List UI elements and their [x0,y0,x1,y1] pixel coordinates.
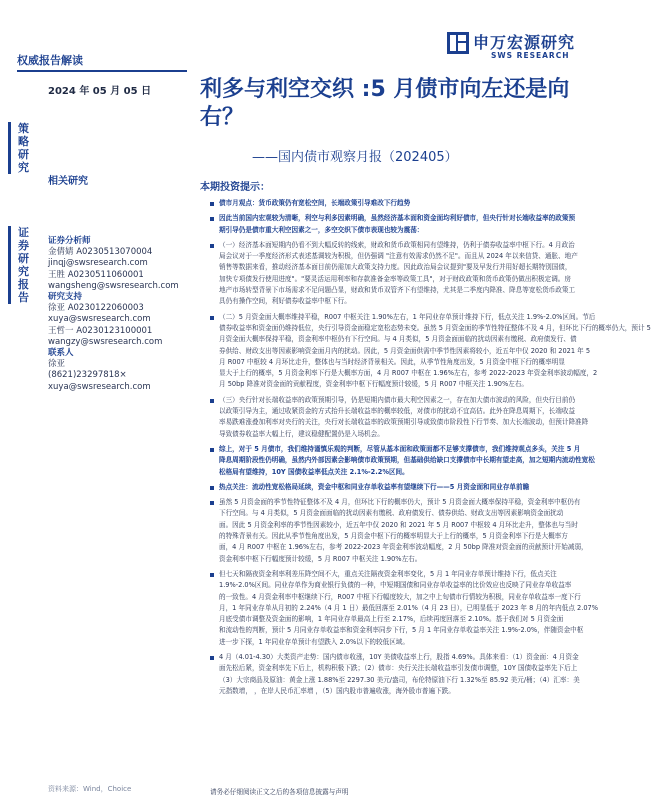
logo-chinese: 申万宏源研究 [473,33,576,52]
paragraph-line: 月资金面大概率保持平稳，资金利率中枢仍有下行空间。与 4 月类似，5 月资金面面临的扰动因素有缴税、政府债发行、债 [219,335,577,344]
assistant-email-link[interactable]: xuya@swsresearch.com [48,314,151,325]
paragraph-line: 局会议对于一季度经济形式表述基调较为积极，但仍强调 "注意有效需求仍然不足"。而且从 2024 年以来信贷、通胀、地产 [219,252,578,261]
bullet-paragraph [210,497,600,565]
paragraph-line: 1.9%-2.0%区间。同业存单作为商业银行负债的一种，中短期国债和同业存单收益率的比价效应也反映了同业存单收益率 [219,581,572,590]
paragraph-line: 面。因此 5 月资金利率的季节性因素较小，近五年中仅 2020 和 2021 年 5 月 R007 中枢较 4 月环比走升，整体也与当时 [219,520,578,529]
paragraph-line: （3）大宗商品及原油：黄金上涨 1.88%至 2297.30 美元/盎司，布伦特原油下行 1.32%至 85.92 美元/桶；（4）汇率：美 [219,675,580,684]
sidebar-char: 证 [18,226,29,239]
paragraph-line: 进一步下探，1 年同业存单预计有望跌入 2.0%以下的较低区域。 [219,637,409,646]
paragraph-line: 资金利率中枢下行幅度预计较缓，5 月 R007 中枢关注 1.90%左右。 [219,554,422,563]
analyst-line: 金倩婧 A0230513070004 [48,247,153,258]
sidebar-char: 报 [18,278,29,291]
report-title: 利多与利空交织 :5 月债市向左还是向右？ [200,77,570,130]
paragraph-line: 面，4 月 R007 中枢在 1.96%左右，参考 2022-2023 年资金利率波动幅度，2 月 50bp 降准对资金面的贡献预计开始减弱， [219,543,588,552]
analyst-email-link[interactable]: wangsheng@swsresearch.com [48,280,179,291]
report-body [210,198,651,800]
sidebar-char: 究 [18,161,29,174]
paragraph-line: （二）5 月资金面大概率维持平稳，R007 中枢关注 1.90%左右，1 年同业存单预计维持下行，低点关注 1.9%-2.0%区间。节后 [219,312,596,321]
disclaimer-footer: 请务必仔细阅读正文之后的各项信息披露与声明 [210,788,349,796]
bullet-paragraph [210,482,600,493]
paragraph-line: （三）央行针对长端收益率的政策预期引导，仍是短期内债市最大利空因素之一，存在加大债市波动的风险，但央行目前仍 [219,395,576,404]
paragraph-line: 的特殊背景有关。因此从季节性角度出发，5 月资金中枢下行的概率明显大于上行的概率，5 月资金利率下行是大概率方 [219,532,568,541]
paragraph-line: 下行空间。与 4 月类似，5 月资金面面临的扰动因素有缴税、政府债发行、债券供给、财政支出等因素影响资金面扰动 [219,509,564,518]
paragraph-line: 地产市场转型背景下市场需求不足问题凸显，财政和货币双管齐下有望维持，尤其是二季度内降准、降息等宽松货币政策工 [219,286,576,295]
analyst-email-link[interactable]: jinqj@swsresearch.com [48,258,148,269]
source-note: 资料来源：Wind，Choice [48,785,132,793]
report-category: 权威报告解读 [17,54,83,67]
bullet-paragraph [210,213,600,236]
sidebar-char: 略 [18,135,29,148]
header-divider [17,70,187,72]
sidebar-char: 研 [18,252,29,265]
investment-tips-heading: 本期投资提示： [200,182,270,193]
paragraph-line: 债市月观点：货币政策仍有宽松空间，长端政策引导难改下行趋势 [219,199,411,207]
sws-logo [447,30,587,66]
analyst-section-title: 证券分析师 [48,236,91,246]
paragraph-line: 债券收益率和资金面仍维持低位，央行引导资金面稳定宽松态势未变。虽然 5 月资金面的季节性特征整体不及 4 月，但环比下行的概率仍大，预计 5 [219,323,651,332]
paragraph-line: 降息周期阶段性仍明确，虽然内外部因素会影响债市政策预期，但基础供给缺口支撑债市中长期有望走高，加之短期内流动性宽松 [219,456,595,465]
paragraph-line: 销售等数据来看，推动经济基本面目前仍需加大政策支持力度。因此政治局会议提到"要及早发行并用好超长期特别国债， [219,263,572,272]
bullet-paragraph [210,652,600,697]
paragraph-line: 月 50bp 降准对资金面的贡献程度，资金利率中枢下行幅度预计较缓，5 月 R007 中枢关注 1.90%左右。 [219,380,529,389]
paragraph-line: 导致债券收益率大幅上行，建议稳健配置仍是入场机会。 [219,429,384,438]
logo-english: SWS RESEARCH [491,51,570,60]
assistant-email-link[interactable]: wangzy@swsresearch.com [48,336,163,347]
paragraph-line: 综上，对于 5 月债市，我们维持谨慎乐观的判断，尽管从基本面和政策面都不足够支撑债市，我们维持观点多头，关注 5 月 [219,444,581,453]
sidebar-char: 究 [18,265,29,278]
bullet-paragraph [210,198,600,209]
paragraph-line: 4 月（4.01-4.30）大类资产走势：国内债市收涨，10Y 美债收益率上行，股指 4.69%。具体来看：（1）资金面：4 月资金 [219,652,579,661]
bullet-paragraph [210,312,651,391]
paragraph-line: 的一致性。4 月资金利率中枢继续下行，R007 中枢下行幅度较大，加之中上旬债市行情较为积极，同业存单收益率一度下行 [219,592,581,601]
assistant-line: 徐亚 A0230122060003 [48,303,144,314]
related-research-title: 相关研究 [48,176,88,187]
sidebar-char: 券 [18,239,29,252]
sidebar-char: 策 [18,122,29,135]
paragraph-line: 元指数增， ，在岸人民币汇率增 ，（5）国内股市普遍收涨，海外股市普遍下跌。 [219,686,455,695]
paragraph-line: 松格局有望维持，10Y 国债收益率低点关注 2.1%-2.2%区间。 [219,467,409,476]
assistant-section-title: 研究支持 [48,292,83,303]
contact-phone: (8621)23297818× [48,370,127,381]
paragraph-line: 期引导仍是债市重大利空因素之一，多空交织下债市表现也较为震荡： [219,225,424,234]
sidebar-tag-securities [18,226,32,304]
paragraph-line: 券供给、财政支出等因素影响资金面月内的扰动。因此，5 月资金面供需中季节性因素将较小，近五年中仅 2020 和 2021 年 5 [219,346,591,355]
sidebar-accent-bar [8,122,11,174]
analyst-line: 王胜 A0230511060001 [48,269,144,280]
paragraph-line: 面先松后紧，资金利率先下后上，机构积极下跌；（2）债市：央行关注长端收益率引发债市调整，10Y 国债收益率先下后上 [219,664,578,673]
contact-line: 徐亚 [48,359,66,370]
paragraph-line: 月，1 年同业存单从月初的 2.24%（4 月 1 日）最低回落至 2.01%（4 月 23 日），已明显低于 2023 年 8 月的年内低点 2.07% [219,603,598,612]
contact-section-title: 联系人 [48,348,74,359]
bullet-paragraph [210,240,600,308]
sidebar-tag-strategy [18,122,32,174]
bullet-paragraph [210,444,600,478]
paragraph-line: 加快专项债发行使用进度"。"要灵活运用利率和存款准备金率等政策工具"，对于财政政策和货币政策仍做出积极定调。房 [219,274,571,283]
sidebar-char: 告 [18,291,29,304]
contact-email-link[interactable]: xuya@swsresearch.com [48,381,151,392]
paragraph-line: 具仍有操作空间，利好债券收益率中枢下行。 [219,297,351,306]
paragraph-line: 月底受债市调整及资金面的影响，1 年同业存单最高上行至 2.17%，后续再度回落至 2.10%。基于我们对 5 月资金面 [219,615,564,624]
sidebar-accent-bar [8,226,11,304]
report-subtitle: ——国内债市观察月报（202405） [252,150,458,165]
assistant-line: 王哲一 A0230123100001 [48,325,153,336]
paragraph-line: 但七天和隔夜资金利率利差压降空间不大，重点关注隔夜资金利率变化，5 月 1 年同业存单预计维持下行，低点关注 [219,569,557,578]
contact-block [48,236,198,393]
paragraph-line: 率易跌难涨叠加利率对央行的关注，央行对长端收益率的政策预期引导或致债市阶段性下行节奏、加大长端波动，但预计降准降 [219,418,589,427]
bullet-paragraph [210,395,600,440]
sws-logo-icon [447,32,469,54]
paragraph-line: 以政策引导为主，通过收紧资金的方式抬升长端收益率的概率较低，对债市的扰动不宜高估。此外在降息周期下，长端收益 [219,407,576,416]
report-date: 2024 年 05 月 05 日 [48,86,152,97]
sidebar-char: 研 [18,148,29,161]
paragraph-line: 热点关注：流动性宽松格局延续，资金中枢和同业存单收益率有望继续下行——5 月资金面和同业存单前瞻 [219,482,530,491]
paragraph-line: 月 R007 中枢较 4 月环比走升，整体也与当时经济背景相关。因此，从季节性角度出发，5 月资金中枢下行的概率明显 [219,357,565,366]
bullet-paragraph [210,569,600,648]
paragraph-line: （一）经济基本面短期内仍看不到大幅反转的线索，财政和货币政策相同有望维持，仍利于债券收益率中枢下行。4 月政治 [219,240,575,249]
paragraph-line: 显大于上行的概率，5 月资金利率下行是大概率方面，4 月 R007 中枢在 1.96%左右，参考 2022-2023 年资金利率波动幅度，2 [219,369,598,378]
paragraph-line: 虽然 5 月资金面的季节性特征整体不及 4 月，但环比下行的概率仍大，预计 5 月资金面大概率保持平稳，资金利率中枢仍有 [219,498,581,507]
paragraph-line: 和流动性的判断，预计 5 月同业存单收益率和资金利率同步下行，5 月 1 年同业存单收益率关注 1.9%-2.0%，伴随资金中枢 [219,626,584,635]
paragraph-line: 因此当前国内宏观较为清晰，利空与利多因素明确，虽然经济基本面和资金面均利好债市，但央行针对长端收益率的政策预 [219,214,576,223]
